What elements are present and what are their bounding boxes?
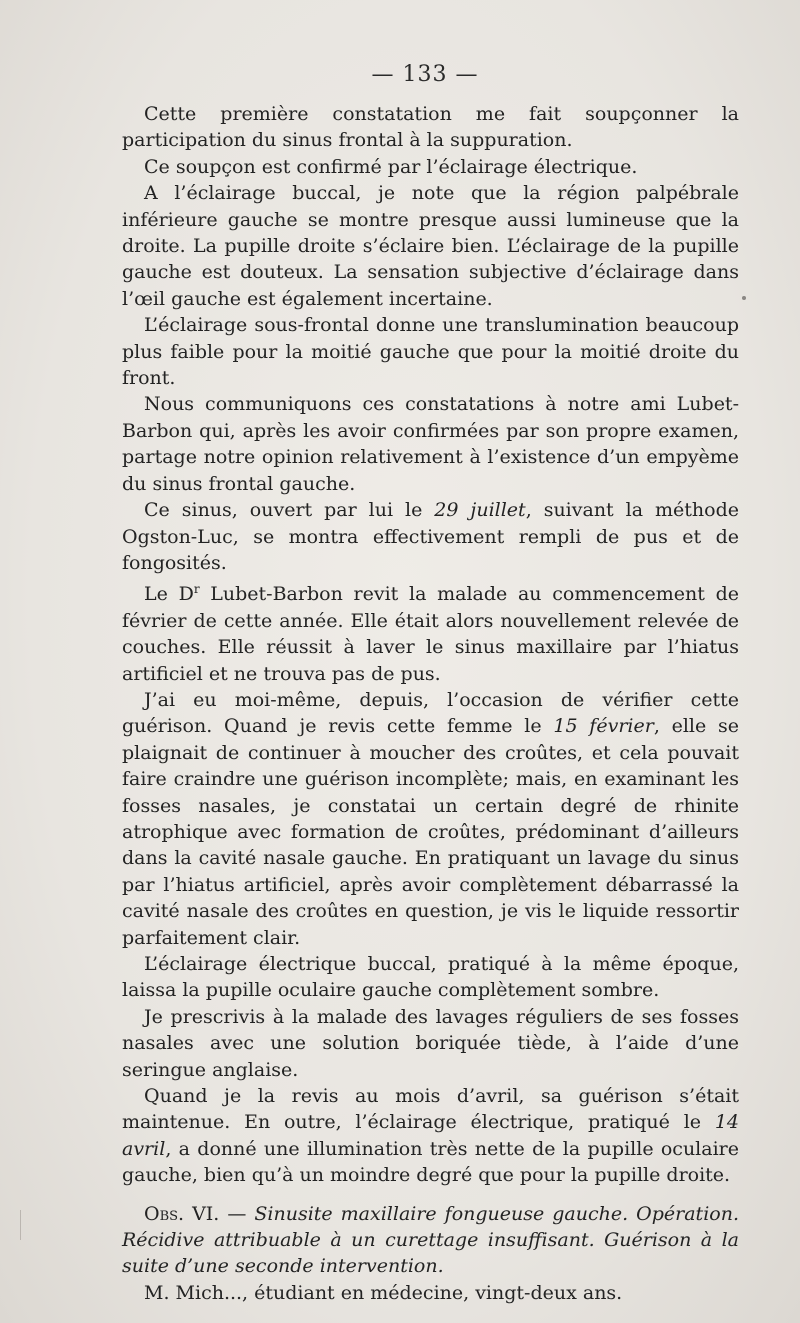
date-14-avril: 14 avril (122, 1111, 739, 1160)
paragraph-11 (122, 1083, 739, 1189)
paragraph-6-start: Ce sinus, ouvert par lui le (144, 499, 435, 522)
paragraph-6 (122, 497, 739, 576)
paragraph-8-start: J’ai eu moi-même, depuis, l’occasion de vérifier cette guérison. Quand je revis cette femme le (122, 688, 739, 738)
paragraph-11-start: Quand je la revis au mois d’avril, sa guérison s’était maintenue. En outre, l’éclairage électrique, pratiqué le (122, 1085, 739, 1134)
observation-title: Sinusite maxillaire fongueuse gauche. Opération. Récidive attribuable à un curettage insuffisant. Guérison à la suite d’une seconde intervention. (122, 1202, 739, 1278)
patient-line: M. Mich..., étudiant en médecine, vingt-deux ans. (144, 1281, 623, 1304)
paragraph-7 (122, 576, 739, 687)
body-text (122, 101, 739, 1306)
paragraph-2: Ce soupçon est confirmé par l’éclairage électrique. (144, 155, 638, 178)
paragraph-1: Cette première constatation me fait soupçonner la participation du sinus frontal à la suppuration. (122, 103, 739, 152)
margin-mark (20, 1210, 21, 1240)
paragraph-6-end: , suivant la méthode Ogston-Luc, se montra effectivement rempli de pus et de fongosités. (122, 499, 739, 574)
paragraph-9: L’éclairage électrique buccal, pratiqué à la même époque, laissa la pupille oculaire gauche complètement sombre. (122, 953, 739, 1002)
date-29-juillet: 29 juillet (434, 499, 526, 522)
paragraph-3: A l’éclairage buccal, je note que la région palpébrale inférieure gauche se montre presque aussi lumineuse que la droite. La pupille droite s’éclaire bien. L’éclairage de la pupille gauche est douteux. La sensation subjective d’éclairage dans l’œil gauche est également incertaine. (122, 182, 739, 310)
paragraph-8-end: , elle se plaignait de continuer à moucher des croûtes, et cela pouvait faire craindre une guérison incomplète; mais, en examinant les fosses nasales, je constatai un certain degré de rhinite atrophique avec formation de croûtes, prédominant d’ailleurs dans la cavité nasale gauche. En pratiquant un lavage du sinus par l’hiatus artificiel, après avoir complètement débarrassé la cavité nasale des croûtes en question, je vis le liquide ressortir parfaitement clair. (122, 715, 739, 949)
paragraph-11-end: , a donné une illumination très nette de la pupille oculaire gauche, bien qu’à un moindre degré que pour la pupille droite. (122, 1137, 739, 1187)
page-number: — 133 — (371, 62, 479, 87)
observation-heading (122, 1201, 739, 1280)
superscript-r: r (193, 582, 200, 597)
paragraph-7-start: Le D (144, 583, 194, 606)
paragraph-4: L’éclairage sous-frontal donne une translumination beaucoup plus faible pour la moitié gauche que pour la moitié droite du front. (122, 314, 739, 390)
paragraph-5: Nous communiquons ces constatations à notre ami Lubet-Barbon qui, après les avoir confirmées par son propre examen, partage notre opinion relativement à l’existence d’un empyème du sinus frontal gauche. (122, 393, 739, 495)
date-15-fevrier: 15 février (553, 715, 654, 738)
paragraph-8 (122, 687, 739, 951)
paragraph-7-end: Lubet-Barbon revit la malade au commencement de février de cette année. Elle était alors nouvellement relevée de couches. Elle réussit à laver le sinus maxillaire par l’hiatus artificiel et ne trouva pas de pus. (122, 583, 739, 685)
paragraph-10: Je prescrivis à la malade des lavages réguliers de ses fosses nasales avec une solution boriquée tiède, à l’aide d’une seringue anglaise. (122, 1005, 739, 1081)
paper-speck (742, 296, 746, 300)
observation-dash: — (219, 1202, 255, 1225)
observation-label: Obs. VI. (144, 1202, 220, 1225)
